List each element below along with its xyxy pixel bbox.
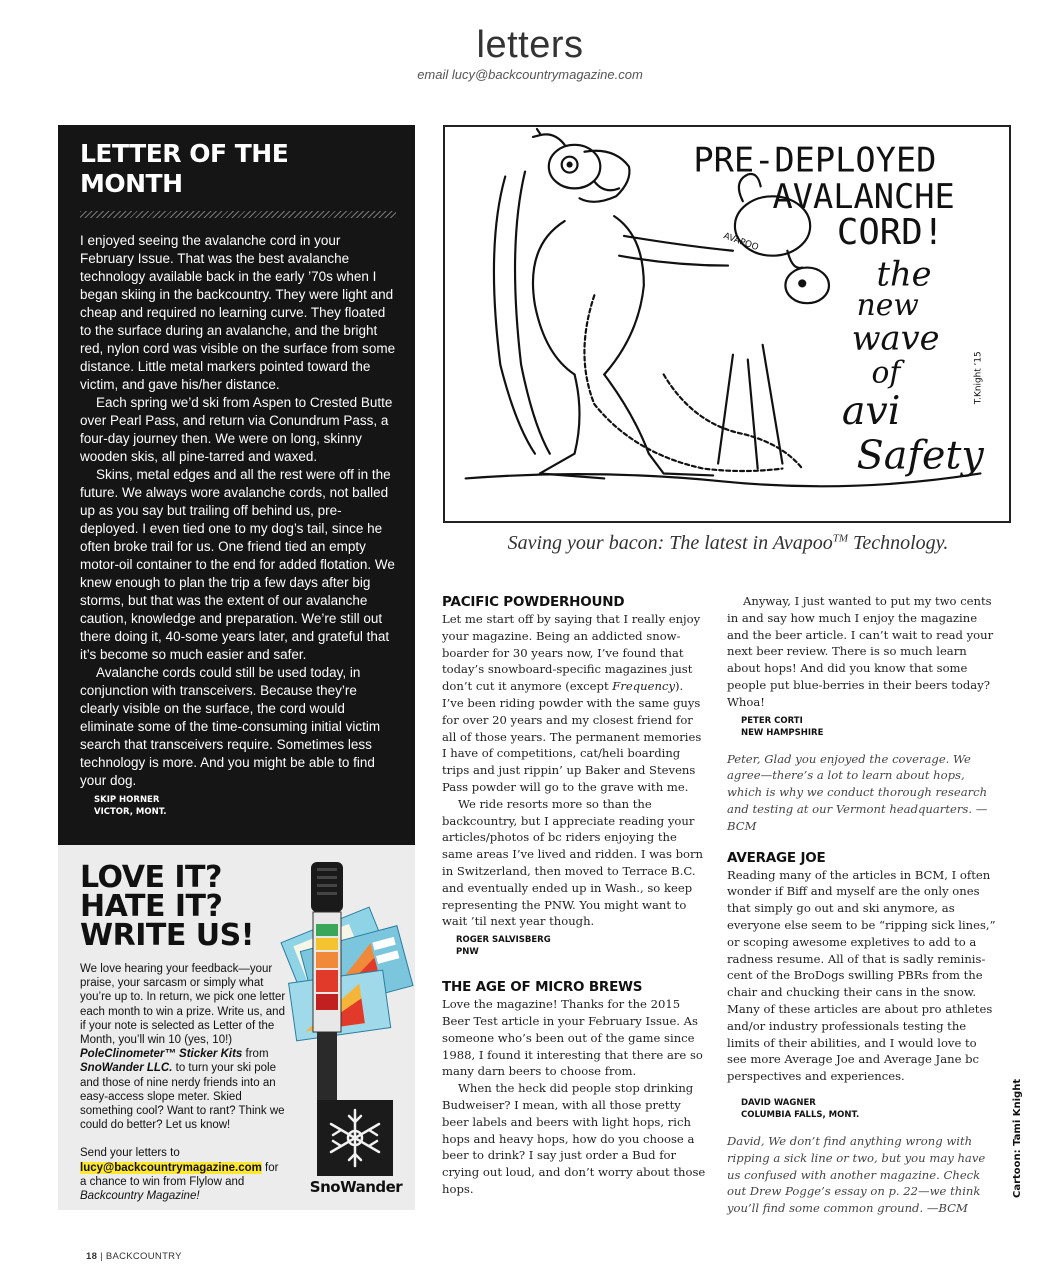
letter-of-the-month-box (58, 125, 415, 845)
cartoon-title-line2: AVALANCHE (772, 177, 955, 217)
header-email: email lucy@backcountrymagazine.com (417, 67, 643, 82)
letter-paragraph: Skins, metal edges and all the rest were off in the future. We always wore avalanche cords, not balled up as you say but trailing off behind us, pre-deployed. I even tied one to my dog’s tail, since he often broke trail for us. One friend tied an empty motor-oil container to the end for added flotation. We knew enough to plan the trip a few days after big storms, but that was the extent of our avalanche caution, knowledge and preparation. We’re still out there doing it, 40-some years later, and grateful that it’s become so much easier and safer. (80, 467, 395, 662)
letter-paragraph: Let me start off by saying that I really enjoy your magazine. Being an addicted snow-boarder for 30 years now, I’ve found that today’s snowboard-specific magazines just don’t cut it anymore (except Frequency). I’ve been riding powder with the same guys for over 20 years and my closest friend for all of those years. The permanent memories I have of competitions, cat/heli boarding trips and just rippin’ up Baker and Stevens Pass powder will go to the grave with me. (442, 612, 702, 794)
send-text: Send your letters to (80, 1147, 180, 1160)
write-us-body (80, 962, 288, 1132)
cartoon-sub-line6: Safety (856, 432, 984, 479)
ski-pole-image (307, 862, 347, 1112)
signature-place: NEW HAMPSHIRE (741, 727, 824, 738)
letter-signature (741, 715, 997, 739)
letter-signature (456, 934, 708, 958)
signature-place: PNW (456, 947, 479, 958)
send-letters-text (80, 1146, 288, 1203)
signature-place: COLUMBIA FALLS, MONT. (741, 1109, 860, 1120)
heading-line: HATE IT? (80, 889, 223, 924)
product-name: PoleClinometer™ Sticker Kits (80, 1048, 243, 1061)
cartoon-sub-line2: new (856, 288, 919, 324)
avapoo-tag: AVAPOO (722, 231, 760, 254)
snowflake-logo (317, 1100, 393, 1176)
letter-paragraph: Love the magazine! Thanks for the 2015 Beer Test article in your February Issue. As someone who’s been out of the game since 1988, I found it interesting that there are so many darn beers to choose from. (442, 997, 703, 1079)
letter-heading-pacific: PACIFIC POWDERHOUND (442, 594, 625, 610)
page-title: letters (476, 24, 584, 66)
credit-text: Cartoon: Tami Knight (1012, 1078, 1023, 1198)
cartoon-sub-line5: avi (841, 387, 901, 434)
cartoon-sub-line1: the (876, 254, 932, 294)
letter-heading-average-joe: AVERAGE JOE (727, 849, 826, 866)
sticker-cards-image (268, 900, 428, 1050)
editor-reply: Peter, Glad you enjoyed the coverage. We agree—there’s a lot to learn about hops, which is why we conduct thorough research and testing at our Vermont headquarters. —BCM (727, 751, 988, 833)
letters-column-right (727, 593, 997, 1217)
body-text: We love hearing your feedback—your praise, your sarcasm or simply what you’re up to. In return, we pick one letter each month to win a prize. Write us, and if your note is selected as Letter of the Month, you’ll win 10 (yes, 10!) (80, 963, 286, 1047)
editor-reply: David, We don’t find anything wrong with ripping a sick line or two, but you may have us confused with another magazine. Check out Drew Pogge’s essay on p. 22—we think you’ll find some common ground. —BCM (727, 1133, 986, 1216)
heading-line: WRITE US! (80, 918, 254, 953)
cartoonist-signature: T.Knight ’15 (973, 351, 984, 405)
letter-signature (741, 1097, 997, 1121)
section-name: BACKCOUNTRY (105, 1251, 182, 1262)
email-link[interactable]: lucy@backcountrymagazine.com (80, 1161, 262, 1174)
write-us-heading (80, 860, 280, 953)
signature-name: DAVID WAGNER (741, 1097, 816, 1108)
letter-paragraph: When the heck did people stop drinking Budweiser? I mean, with all those pretty beer labels and beers with light hops, rich hops and heavy hops, how do you choose a beer to drink? I say just order a Bud for crying out loud, and don’t worry about those hops. (442, 1081, 706, 1196)
page-footer: 18 | BACKCOUNTRY (86, 1251, 182, 1262)
body-text: to turn your ski pole and those of nine nerdy friends into an easy-access slope meter. Skied something cool? Want to rant? Think we could do better? Let us know! (80, 1062, 285, 1132)
company-name: SnoWander LLC. (80, 1062, 173, 1075)
cartoon-title-line3: CORD! (836, 211, 945, 253)
letter-signature (94, 794, 397, 818)
cartoon-caption (448, 532, 1008, 555)
hatch-divider (80, 211, 396, 218)
caption-text: Saving your bacon: The latest in Avapoo (507, 532, 833, 554)
letter-paragraph: I enjoyed seeing the avalanche cord in your February Issue. That was the best avalanche technology available back in the early ’70s when I began skiing in the backcountry. They were light and cheap and required no learning curve. They floated to the surface during an avalanche, and the bright red, nylon cord was visible on the surface from some distance. Little metal markers pointed toward the victim, and gave his/her distance. (80, 233, 396, 392)
signature-place: VICTOR, MONT. (94, 807, 167, 817)
letter-paragraph: Each spring we’d ski from Aspen to Crested Butte over Pearl Pass, and return via Conundrum Pass, a four-day journey then. We were on long, skinny wooden skis, all pine-tarred and waxed. (80, 395, 393, 464)
caption-text: Technology. (848, 532, 949, 554)
letter-of-month-heading: LETTER OF THE MONTH (80, 139, 289, 198)
letter-paragraph: Anyway, I just wanted to put my two cents in and say how much I enjoy the magazine and the beer article. I can’t wait to read your next beer review. There is so much learn about hops! And did you know that some people put blue-berries in their beers today? Whoa! (727, 594, 994, 709)
avalanche-cord-cartoon (443, 125, 1011, 523)
letter-paragraph: Avalanche cords could still be used today, in conjunction with transceivers. Because they’re clearly visible on the surface, the cord would eliminate some of the time-consuming initial victim search that transceivers require. Sometimes less technology is more. And you might be able to find your dog. (80, 665, 381, 788)
signature-name: PETER CORTI (741, 715, 803, 726)
cartoon-sub-line3: wave (851, 318, 940, 358)
magazine-title: Frequency (612, 679, 676, 694)
cartoon-credit (1012, 1078, 1026, 1208)
signature-name: SKIP HORNER (94, 795, 160, 805)
trademark-mark: TM (832, 532, 849, 545)
letter-of-month-body (80, 232, 397, 790)
letter-heading-micro-brews: THE AGE OF MICRO BREWS (442, 979, 643, 996)
letters-column-left (442, 593, 708, 1198)
signature-name: ROGER SALVISBERG (456, 935, 551, 946)
page-number: 18 (86, 1251, 98, 1262)
magazine-name: Backcountry Magazine! (80, 1190, 200, 1203)
snowander-logo-text: SnoWander (309, 1178, 403, 1196)
cartoon-title-line1: PRE-DEPLOYED (693, 140, 937, 180)
letter-paragraph: We ride resorts more so than the backcountry, but I appreciate reading your articles/photos of bc riders enjoying the same areas I’ve lived and ridden. I was born in Switzerland, then moved to Terrace B.C. and eventually ended up in Wash., so keep representing the PNW. You might want to wait ’til next year though. (442, 796, 703, 929)
body-text: from (242, 1048, 269, 1061)
cartoon-sub-line4: of (871, 355, 901, 391)
heading-line: LOVE IT? (80, 860, 222, 895)
send-text: for a chance to win from Flylow and (80, 1161, 279, 1188)
letter-paragraph: Reading many of the articles in BCM, I often wonder if Biff and myself are the only ones that simply go out and ski anymore, as everyone else seem to be “ripping sick lines,” or scoping awesome expletives to add to a radness resume. All of that is sadly reminis-cent of the BroDogs swilling PBRs from the chair and chucking their cans in the snow. Many of these articles are about pro athletes and/or industry professionals testing the limits of their abilities, and I would love to see more Average Joe and Average Jane bc perspectives and experiences. (727, 867, 996, 1084)
